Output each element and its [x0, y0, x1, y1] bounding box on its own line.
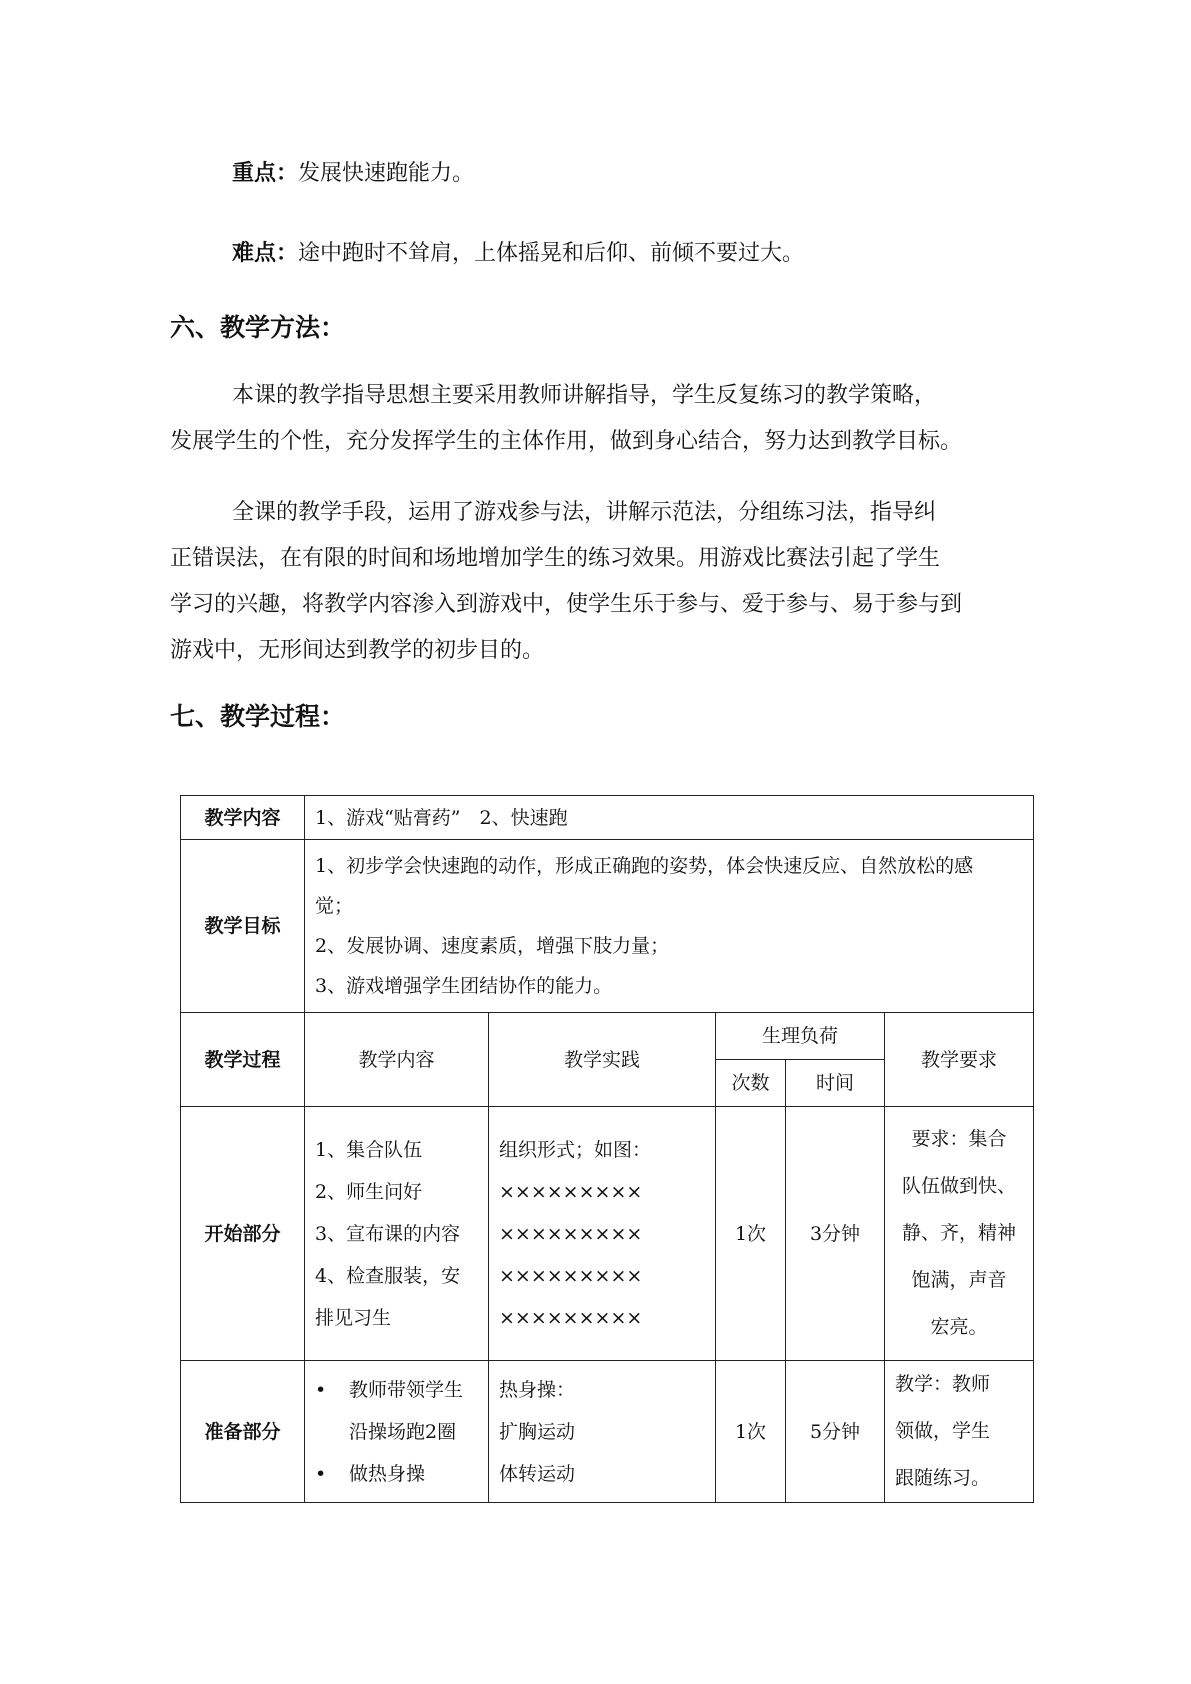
content-value-cell: 1、游戏“贴膏药” 2、快速跑 [305, 796, 1034, 840]
formation-row: ××××××××× [499, 1264, 643, 1287]
bullet-item [315, 1453, 478, 1495]
bullet-text [349, 1369, 463, 1453]
requirement-line: 跟随练习。 [895, 1467, 991, 1489]
prep-content-cell [305, 1361, 489, 1503]
table-header-row [181, 1013, 1034, 1060]
formation-row: ××××××××× [499, 1306, 643, 1329]
formation-row: ××××××××× [499, 1180, 643, 1203]
focus-label: 重点： [232, 160, 299, 186]
practice-line: 组织形式；如图： [499, 1138, 652, 1161]
header-content: 教学内容 [305, 1013, 489, 1107]
prep-duration-cell: 5分钟 [786, 1361, 885, 1503]
content-line: 2、师生问好 [315, 1180, 423, 1203]
section-6-heading: 六、教学方法： [170, 313, 346, 342]
goal-line: 1、初步学会快速跑的动作，形成正确跑的姿势，体会快速反应、自然放松的感 [315, 855, 974, 877]
section-6-paragraph-2 [170, 490, 1030, 674]
start-requirement-cell [885, 1107, 1034, 1361]
paragraph-line: 本课的教学指导思想主要采用教师讲解指导，学生反复练习的教学策略， [232, 383, 937, 408]
bullet-icon: • [315, 1462, 327, 1485]
goal-label-cell: 教学目标 [181, 840, 305, 1013]
content-line: 排见习生 [315, 1306, 392, 1329]
requirement-line: 饱满，声音 [911, 1269, 1007, 1291]
focus-text: 发展快速跑能力。 [298, 161, 475, 186]
requirement-line: 领做，学生 [895, 1420, 991, 1442]
paragraph-line: 游戏中，无形间达到教学的初步目的。 [170, 638, 545, 663]
paragraph-line: 全课的教学手段，运用了游戏参与法，讲解示范法，分组练习法，指导纠 [232, 500, 937, 525]
content-label-cell: 教学内容 [181, 796, 305, 840]
table-row [181, 840, 1034, 1013]
prep-practice-cell [489, 1361, 716, 1503]
goals-cell [305, 840, 1034, 1013]
content-line: 1、集合队伍 [315, 1138, 423, 1161]
section-7-heading: 七、教学过程： [170, 702, 346, 731]
goal-line: 3、游戏增强学生团结协作的能力。 [315, 975, 613, 997]
start-content-cell [305, 1107, 489, 1361]
difficulty-label: 难点： [232, 240, 299, 266]
goal-line: 2、发展协调、速度素质，增强下肢力量； [315, 935, 670, 957]
bullet-text: 做热身操 [349, 1462, 426, 1485]
prep-requirement-cell [885, 1361, 1034, 1503]
header-times: 次数 [716, 1060, 786, 1107]
table-row [181, 1361, 1034, 1503]
practice-line: 热身操： [499, 1378, 576, 1401]
table-row [181, 1107, 1034, 1361]
paragraph-line: 正错误法，在有限的时间和场地增加学生的练习效果。用游戏比赛法引起了学生 [170, 546, 941, 571]
header-practice: 教学实践 [489, 1013, 716, 1107]
phase-prep-cell: 准备部分 [181, 1361, 305, 1503]
requirement-line: 队伍做到快、 [902, 1175, 1017, 1197]
start-practice-cell [489, 1107, 716, 1361]
header-duration: 时间 [786, 1060, 885, 1107]
start-times-cell: 1次 [716, 1107, 786, 1361]
header-load: 生理负荷 [716, 1013, 885, 1060]
table-row [181, 796, 1034, 840]
formation-row: ××××××××× [499, 1222, 643, 1245]
prep-times-cell: 1次 [716, 1361, 786, 1503]
start-duration-cell: 3分钟 [786, 1107, 885, 1361]
goal-line: 觉； [315, 895, 354, 917]
difficulty-paragraph [232, 230, 804, 277]
requirement-line: 教学：教师 [895, 1373, 991, 1395]
content-line: 3、宣布课的内容 [315, 1222, 461, 1245]
phase-start-cell: 开始部分 [181, 1107, 305, 1361]
difficulty-text: 途中跑时不耸肩，上体摇晃和后仰、前倾不要过大。 [298, 241, 805, 266]
bullet-line: 沿操场跑2圈 [349, 1420, 457, 1443]
paragraph-line: 学习的兴趣，将教学内容渗入到游戏中，使学生乐于参与、爱于参与、易于参与到 [170, 592, 963, 617]
content-line: 4、检查服装，安 [315, 1264, 461, 1287]
focus-paragraph [232, 150, 474, 197]
bullet-line: 教师带领学生 [349, 1378, 464, 1401]
requirement-line: 要求：集合 [911, 1128, 1007, 1150]
bullet-icon: • [315, 1378, 327, 1401]
header-requirements: 教学要求 [885, 1013, 1034, 1107]
bullet-item [315, 1369, 478, 1453]
practice-line: 体转运动 [499, 1462, 576, 1485]
paragraph-line: 发展学生的个性，充分发挥学生的主体作用，做到身心结合，努力达到教学目标。 [170, 429, 963, 454]
lesson-plan-table [180, 795, 1034, 1503]
practice-line: 扩胸运动 [499, 1420, 576, 1443]
section-6-paragraph-1 [170, 373, 1030, 465]
header-process: 教学过程 [181, 1013, 305, 1107]
requirement-line: 宏亮。 [930, 1316, 988, 1338]
requirement-line: 静、齐，精神 [902, 1222, 1017, 1244]
